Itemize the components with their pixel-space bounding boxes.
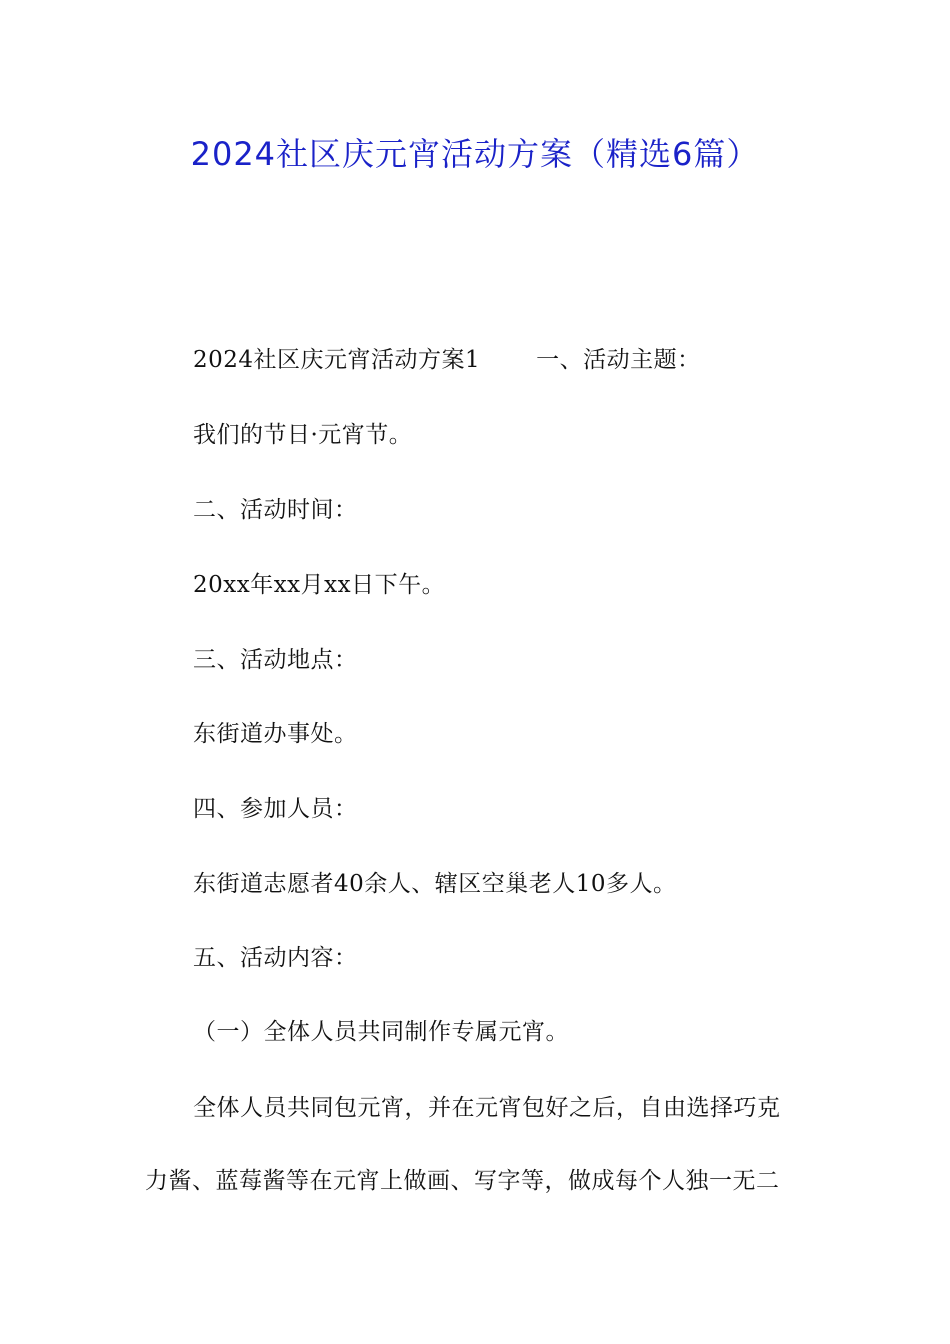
subsection-heading-1: （一）全体人员共同制作专属元宵。 bbox=[193, 1019, 569, 1045]
body-line-4: 20xx年xx月xx日下午。 bbox=[193, 572, 446, 598]
plan-heading: 2024社区庆元宵活动方案1 bbox=[193, 347, 481, 373]
body-line-6: 东街道办事处。 bbox=[193, 721, 358, 747]
section-heading-theme: 一、活动主题： bbox=[536, 347, 701, 373]
body-line-8: 东街道志愿者40余人、辖区空巢老人10多人。 bbox=[193, 871, 677, 897]
section-heading-location: 三、活动地点： bbox=[193, 647, 358, 673]
section-heading-time: 二、活动时间： bbox=[193, 497, 358, 523]
paragraph-line-1: 全体人员共同包元宵，并在元宵包好之后，自由选择巧克 bbox=[193, 1095, 781, 1121]
body-line-2: 我们的节日·元宵节。 bbox=[193, 422, 413, 448]
paragraph-line-2: 力酱、蓝莓酱等在元宵上做画、写字等，做成每个人独一无二 bbox=[145, 1168, 780, 1194]
document-title: 2024社区庆元宵活动方案（精选6篇） bbox=[190, 135, 760, 173]
body-line-1 bbox=[193, 343, 701, 377]
section-heading-content: 五、活动内容： bbox=[193, 945, 358, 971]
section-heading-participants: 四、参加人员： bbox=[193, 796, 358, 822]
